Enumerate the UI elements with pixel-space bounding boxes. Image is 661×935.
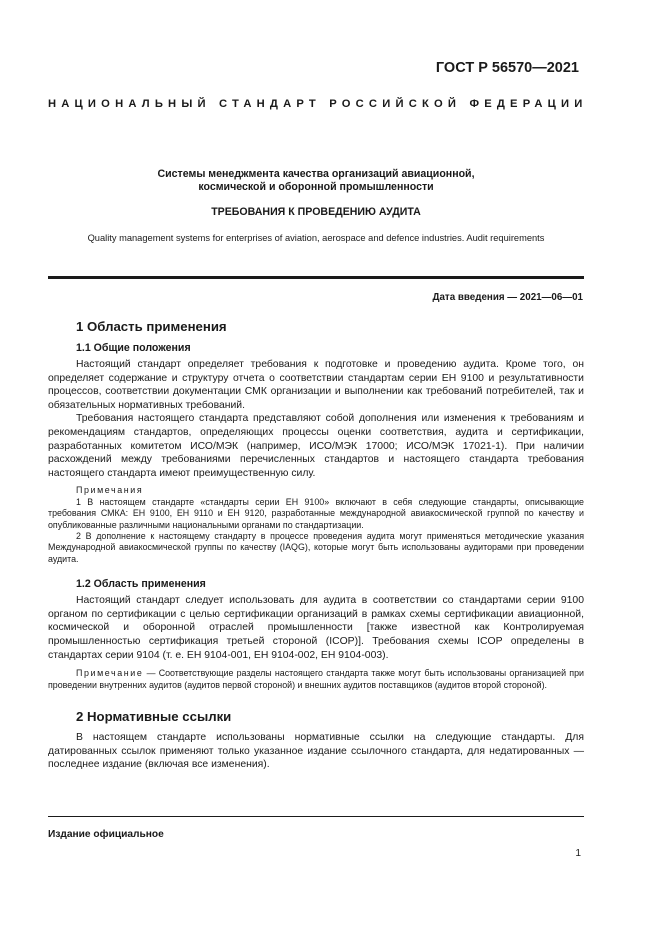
- note-3-label: Примечание: [76, 668, 144, 679]
- title-line-1: Системы менеджмента качества организаций авиационной,: [157, 168, 475, 180]
- note-2: 2 В дополнение к настоящему стандарту в процессе проведения аудита могут применяться методические указания Международной авиакосмической группы по качеству (IAQG), которые могут быть использованы аудиторами при проведении аудита.: [48, 530, 584, 564]
- paragraph-1-1-a: Настоящий стандарт определяет требования к подготовке и проведению аудита. Кроме того, он определяет содержание и структуру отчета о соответствии стандартам серии ЕН 9100 и результативности процессов, соответствии документации СМК организации и выполнении как требований потребителей, так и обязательных нормативных требований.: [48, 359, 584, 411]
- subsection-1-1-heading: 1.1 Общие положения: [76, 342, 191, 354]
- note-3-text: — Соответствующие разделы настоящего стандарта также могут быть использованы организацией при проведении внутренних аудитов (аудитов первой стороной) и внешних аудитов поставщиков (аудитов второй стороной).: [48, 668, 584, 690]
- requirements-title: ТРЕБОВАНИЯ К ПРОВЕДЕНИЮ АУДИТА: [211, 206, 421, 218]
- note-1: 1 В настоящем стандарте «стандарты серии ЕН 9100» включают в себя следующие стандарты, описывающие требования СМКА: ЕН 9100, ЕН 9110 и ЕН 9120, разработанные международной авиакосмической группой по качеству и опубликованные различными национальными органами по стандартизации.: [48, 496, 584, 530]
- page-number: 1: [575, 848, 581, 859]
- section-2-heading: 2 Нормативные ссылки: [76, 708, 232, 724]
- notes-block: [48, 485, 584, 565]
- footer-divider: [48, 816, 584, 817]
- edition-label: Издание официальное: [48, 829, 164, 840]
- main-content: [48, 318, 584, 772]
- national-standard-heading: НАЦИОНАЛЬНЫЙ СТАНДАРТ РОССИЙСКОЙ ФЕДЕРАЦИИ: [48, 98, 588, 110]
- note-3: [48, 668, 584, 691]
- paragraph-1-1-b: Требования настоящего стандарта представляют собой дополнения или изменения к требованиям и рекомендациям стандартов, определяющих процессы оценки соответствия, аудита и сертификации, разработанных комитетом ИСО/МЭК (например, ИСО/МЭК 17000; ИСО/МЭК 17021-1). При наличии расхождений между требованиями перечисленных стандартов и настоящего стандарта требования настоящего стандарта имеют преимущественную силу.: [48, 413, 584, 479]
- subsection-1-2-heading: 1.2 Область применения: [76, 578, 206, 591]
- document-title: [48, 168, 584, 194]
- paragraph-2: В настоящем стандарте использованы нормативные ссылки на следующие стандарты. Для датированных ссылок применяют только указанное издание ссылочного стандарта, для недатированных — последнее издание (включая все изменения).: [48, 731, 584, 771]
- section-1-heading: 1 Область применения: [76, 319, 227, 334]
- title-line-2: космической и оборонной промышленности: [198, 181, 434, 193]
- title-divider: [48, 276, 584, 279]
- notes-label: Примечания: [76, 485, 144, 496]
- english-title: Quality management systems for enterprises of aviation, aerospace and defence industries. Audit requirements: [87, 233, 545, 243]
- introduction-date: Дата введения — 2021—06—01: [432, 292, 583, 303]
- note-3-block: [48, 668, 584, 691]
- gost-number: ГОСТ Р 56570—2021: [435, 60, 579, 76]
- paragraph-1-2: Настоящий стандарт следует использовать для аудита в соответствии со стандартами серии 9100 органом по сертификации с целью сертификации организаций в рамках схемы сертификации авиационной, космической и оборонной отраслей промышленности [также известной как Контролируемая промышленностью сертификация третьей стороной (ICOP)]. Требования схемы ICOP определены в стандартах серии 9104 (т. е. ЕН 9104-001, ЕН 9104-002, ЕН 9104-003).: [48, 595, 584, 661]
